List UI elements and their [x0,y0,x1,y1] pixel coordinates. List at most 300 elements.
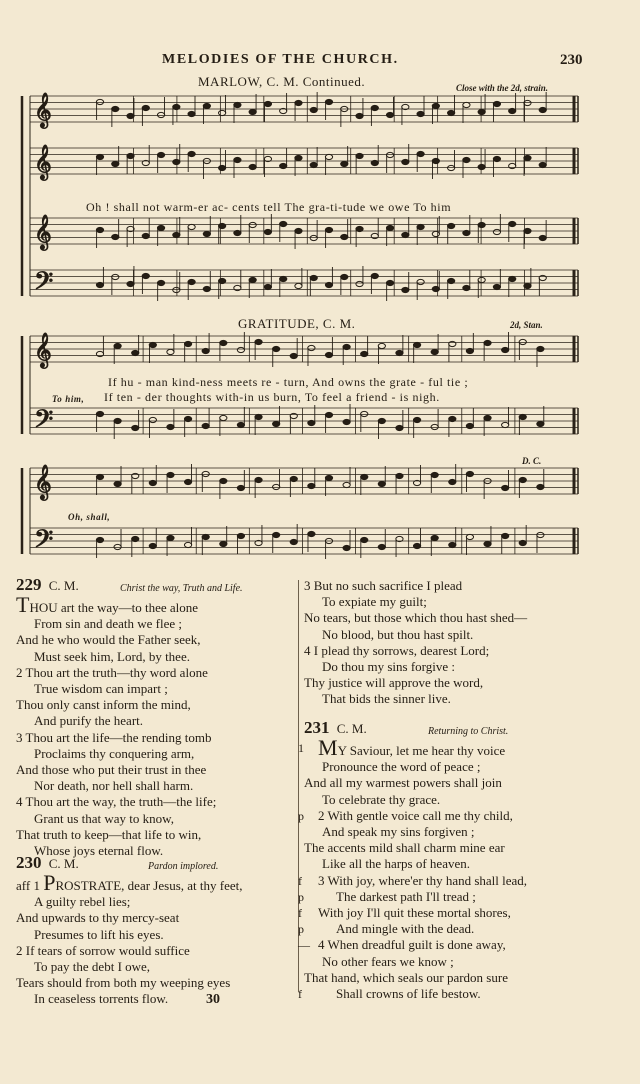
note-head [202,423,209,428]
hymn-229-heading [16,577,296,597]
note-head [220,415,227,420]
note-head [478,277,485,282]
note-head [463,285,470,290]
note-head [402,287,409,292]
note-head [413,417,420,422]
note-head [341,161,348,166]
note-head [149,480,156,485]
verse-line [304,594,604,610]
clef-icon: 𝄢 [34,267,54,302]
note-head [249,277,256,282]
note-head [371,105,378,110]
note-head [402,232,409,237]
note-head [356,226,363,231]
note-head [509,221,516,226]
note-head [273,421,280,426]
note-head [502,533,509,538]
clef-icon: 𝄞 [34,465,52,500]
verse-line [16,762,296,778]
verse-text: And all my warmest powers shall join [304,775,502,791]
verse-line [298,888,604,905]
note-head [308,345,315,350]
note-head [273,346,280,351]
note-head [356,113,363,118]
tune-note-close: Close with the 2d, strain. [456,83,549,93]
note-head [537,346,544,351]
verse-text: 2 If tears of sorrow would suffice [16,942,190,958]
note-head [249,222,256,227]
hymn-230-meter: C. M. [48,856,79,871]
verse-line [298,937,604,953]
verse-line [304,840,604,856]
note-head [448,278,455,283]
verse-text: 4 I plead thy sorrows, dearest Lord; [304,642,490,658]
verse-line [298,921,604,937]
note-head [264,101,271,106]
verse-text: Shall crowns of life bestow. [336,986,481,1002]
note-head [132,350,139,355]
dynamic-mark: p [298,808,304,823]
lyric-gratitude-1: If hu - man kind-ness meets re - turn, And owns the grate - ful tie ; [108,375,469,389]
hymn-230-number: 230 [16,853,42,872]
hymn-231-meter: C. M. [336,721,367,736]
note-head [539,162,546,167]
dynamic-mark: p [298,889,304,904]
note-head [167,424,174,429]
note-head [449,542,456,547]
note-head [255,339,262,344]
note-head [478,222,485,227]
verse-text: No blood, but thou hast spilt. [322,626,474,642]
note-head [325,154,332,159]
dynamic-mark: f [298,987,302,1002]
verse-text: Grant us that way to know, [34,810,174,826]
verse-line [16,943,296,959]
verse-line [304,759,604,775]
note-head [343,419,350,424]
note-head [219,110,226,115]
verse-text: To pay the debt I owe, [34,959,151,975]
note-head [417,279,424,284]
note-head [378,481,385,486]
note-head [290,476,297,481]
note-head [325,282,332,287]
verse-line [16,927,296,943]
note-head [502,347,509,352]
note-head [386,225,393,230]
verse-text: Tears should from both my weeping eyes [16,975,231,991]
note-head [341,274,348,279]
verse-text: 4 Thou art the way, the truth—the life; [16,794,217,810]
note-head [449,479,456,484]
drop-capital: M [318,735,338,760]
note-head [295,228,302,233]
tune-note-second-stanza: 2d, Stan. [510,320,543,330]
hymn-229-subject: Christ the way, Truth and Life. [120,583,243,594]
drop-capital: P [43,870,56,895]
verse-line [304,675,604,691]
verse-line [16,827,296,843]
note-head [114,544,121,549]
note-head [524,283,531,288]
verse-text: 3 But no such sacrifice I plead [304,578,463,593]
note-head [112,161,119,166]
note-head [341,234,348,239]
note-head [264,229,271,234]
note-head [361,474,368,479]
note-head [295,100,302,105]
note-head [325,475,332,480]
verse-text: From sin and death we flee ; [34,616,183,632]
note-head [167,349,174,354]
dynamic-mark: 1 [298,741,304,755]
note-head [249,164,256,169]
note-head [417,111,424,116]
verse-line [16,616,296,632]
verse-line [16,894,296,910]
note-head [402,159,409,164]
note-head [295,283,302,288]
note-head [310,162,317,167]
verse-text: In ceaseless torrents flow. [34,991,169,1007]
note-head [234,102,241,107]
tune-title-gratitude: GRATITUDE, C. M. [238,316,356,331]
verse-line [304,610,604,626]
note-head [396,350,403,355]
note-head [463,157,470,162]
note-head [188,151,195,156]
note-head [132,536,139,541]
verse-text: And he who would the Father seek, [16,632,201,648]
note-head [371,273,378,278]
note-head [234,230,241,235]
hymn-229-verses [16,592,296,859]
note-head [524,228,531,233]
verse-text: Thou only canst inform the mind, [16,697,191,713]
clef-icon: 𝄢 [34,405,54,440]
note-head [310,235,317,240]
verse-line [304,856,604,872]
note-head [220,478,227,483]
verse-line [16,713,296,729]
note-head [502,422,509,427]
hymn-230-continued-verses [304,578,604,708]
note-head [519,540,526,545]
note-head [114,481,121,486]
note-head [466,471,473,476]
verse-text: Must seek him, Lord, by thee. [34,648,190,664]
note-head [220,541,227,546]
note-head [237,533,244,538]
note-head [188,111,195,116]
note-head [361,537,368,542]
note-head [173,232,180,237]
hymn-229-meter: C. M. [48,578,79,593]
verse-text: Whose joys eternal flow. [34,843,164,859]
tune-title-marlow: MARLOW, C. M. Continued. [198,74,366,89]
note-head [493,101,500,106]
note-head [157,280,164,285]
note-head [361,351,368,356]
note-head [463,102,470,107]
verse-text: Like all the harps of heaven. [322,856,470,872]
note-head [432,103,439,108]
note-head [234,157,241,162]
note-head [539,107,546,112]
verse-text: No other fears we know ; [322,953,454,969]
note-head [157,152,164,157]
note-head [280,276,287,281]
note-head [112,234,119,239]
note-head [157,112,164,117]
note-head [96,227,103,232]
note-head [463,230,470,235]
note-head [466,423,473,428]
note-head [295,155,302,160]
note-head [484,541,491,546]
note-head [280,163,287,168]
running-head-title: MELODIES OF THE CHURCH. [162,52,399,67]
verse-line [16,959,296,975]
note-head [325,412,332,417]
note-head [509,276,516,281]
note-head [493,284,500,289]
note-head [310,275,317,280]
note-head [96,154,103,159]
hymn-231-heading [304,720,604,740]
verse-line [16,975,296,991]
note-head [184,479,191,484]
verse-line [16,794,296,810]
note-head [184,416,191,421]
note-head [203,103,210,108]
note-head [484,340,491,345]
note-head [142,273,149,278]
clef-icon: 𝄞 [34,333,52,368]
note-head [96,282,103,287]
note-head [484,415,491,420]
note-head [356,153,363,158]
note-head [371,160,378,165]
verse-line [16,632,296,648]
note-head [448,110,455,115]
hymn-229-number: 229 [16,575,42,594]
verse-text: Y Saviour, let me hear thy voice [337,743,506,758]
verse-line [16,592,296,617]
note-head [449,416,456,421]
note-head [417,151,424,156]
clef-icon: 𝄢 [34,525,54,560]
note-head [149,543,156,548]
note-head [237,485,244,490]
da-capo-mark: D. C. [522,456,542,466]
dynamic-mark: — [298,938,310,953]
note-head [308,483,315,488]
note-head [356,281,363,286]
verse-line [298,735,604,760]
note-head [202,348,209,353]
lyric-to-him: To him, [52,394,85,404]
note-head [127,113,134,118]
note-head [524,155,531,160]
note-head [219,278,226,283]
note-head [220,340,227,345]
dynamic-mark: p [298,922,304,937]
note-head [502,485,509,490]
note-head [237,347,244,352]
note-head [432,158,439,163]
verse-text: True wisdom can impart ; [34,681,168,697]
verse-line [298,807,604,824]
note-head [132,425,139,430]
note-head [237,422,244,427]
verse-line [304,775,604,791]
note-head [325,99,332,104]
verse-line [16,697,296,713]
verse-text: Pronounce the word of peace ; [322,759,481,775]
note-head [519,339,526,344]
note-head [524,100,531,105]
verse-text: Presumes to lift his eyes. [34,926,164,942]
lyric-oh-shall: Oh, shall, [68,512,111,522]
verse-text: With joy I'll quit these mortal shores, [318,905,511,921]
note-head [264,284,271,289]
note-head [290,539,297,544]
verse-line [298,905,604,921]
note-head [378,418,385,423]
verse-line [298,872,604,889]
hymn-230-continued [304,578,604,708]
note-head [343,482,350,487]
note-head [537,421,544,426]
verse-line [304,643,604,659]
hymn-229 [16,577,296,859]
hymn-230-heading [16,855,296,875]
verse-line [16,665,296,681]
note-head [396,425,403,430]
verse-text: And speak my sins forgiven ; [322,824,475,840]
clef-icon: 𝄞 [34,145,52,180]
verse-line [304,691,604,707]
note-head [173,287,180,292]
verse-line [304,954,604,970]
verse-text: Thy justice will approve the word, [304,675,484,691]
note-head [202,534,209,539]
note-head [112,274,119,279]
verse-line [16,746,296,762]
note-head [539,235,546,240]
note-head [249,109,256,114]
hymn-230-verses [16,870,296,1008]
verse-line [304,627,604,643]
verse-line [304,792,604,808]
note-head [343,545,350,550]
lyric-marlow: Oh ! shall not warm-er ac- cents tell The gra-ti-tude we owe To him [86,200,452,214]
verse-text: To celebrate thy grace. [322,791,441,807]
note-head [173,104,180,109]
note-head [378,343,385,348]
note-head [386,152,393,157]
lyric-gratitude-2: If ten - der thoughts with-in us burn, To feel a friend - is nigh. [104,390,440,404]
note-head [386,280,393,285]
note-head [325,352,332,357]
note-head [96,474,103,479]
hymn-231 [298,718,604,1002]
dynamic-mark: aff 1 [16,878,44,893]
verse-text: That hand, which seals our pardon sure [304,969,508,985]
dynamic-mark: f [298,873,302,888]
note-head [493,229,500,234]
note-head [203,286,210,291]
note-head [273,532,280,537]
note-head [219,223,226,228]
clef-icon: 𝄞 [34,93,52,128]
verse-text: ROSTRATE, dear Jesus, at thy feet, [55,878,243,893]
hymn-231-verses [298,735,604,1002]
note-head [203,231,210,236]
note-head [537,532,544,537]
note-head [308,531,315,536]
note-head [290,353,297,358]
note-head [386,112,393,117]
note-head [509,108,516,113]
verse-line [304,659,604,675]
verse-text: No tears, but those which thou hast shed— [304,610,528,626]
note-head [255,477,262,482]
hymn-230 [16,855,296,1008]
verse-text: The accents mild shall charm mine ear [304,840,505,856]
verse-text: Nor death, nor hell shall harm. [34,778,194,794]
note-head [310,107,317,112]
note-head [308,420,315,425]
note-head [325,227,332,232]
verse-text: To expiate my guilt; [322,594,427,610]
verse-line [16,649,296,665]
note-head [255,414,262,419]
note-head [396,473,403,478]
verse-text: A guilty rebel lies; [34,894,131,910]
note-head [343,344,350,349]
note-head [361,411,368,416]
note-head [431,349,438,354]
note-head [273,484,280,489]
hymn-231-number: 231 [304,718,330,737]
verse-text: 2 With gentle voice call me thy child, [318,807,513,823]
verse-text: 2 Thou art the truth—thy word alone [16,664,208,680]
verse-text: HOU art the way—to thee alone [29,600,199,615]
verse-line [16,778,296,794]
dynamic-mark: f [298,906,302,921]
verse-text: 3 Thou art the life—the rending tomb [16,729,212,745]
verse-line [298,986,604,1002]
verse-text: That bids the sinner live. [322,691,451,707]
note-head [431,424,438,429]
verse-line [304,970,604,986]
note-head [413,543,420,548]
verse-text: And upwards to thy mercy-seat [16,910,180,926]
verse-line [16,811,296,827]
note-head [219,165,226,170]
verse-text: 3 With joy, where'er thy hand shall lead, [318,872,528,888]
note-head [112,106,119,111]
verse-line [16,991,296,1007]
note-head [519,414,526,419]
note-head [478,109,485,114]
note-head [432,286,439,291]
note-head [96,99,103,104]
note-head [184,542,191,547]
note-head [188,279,195,284]
